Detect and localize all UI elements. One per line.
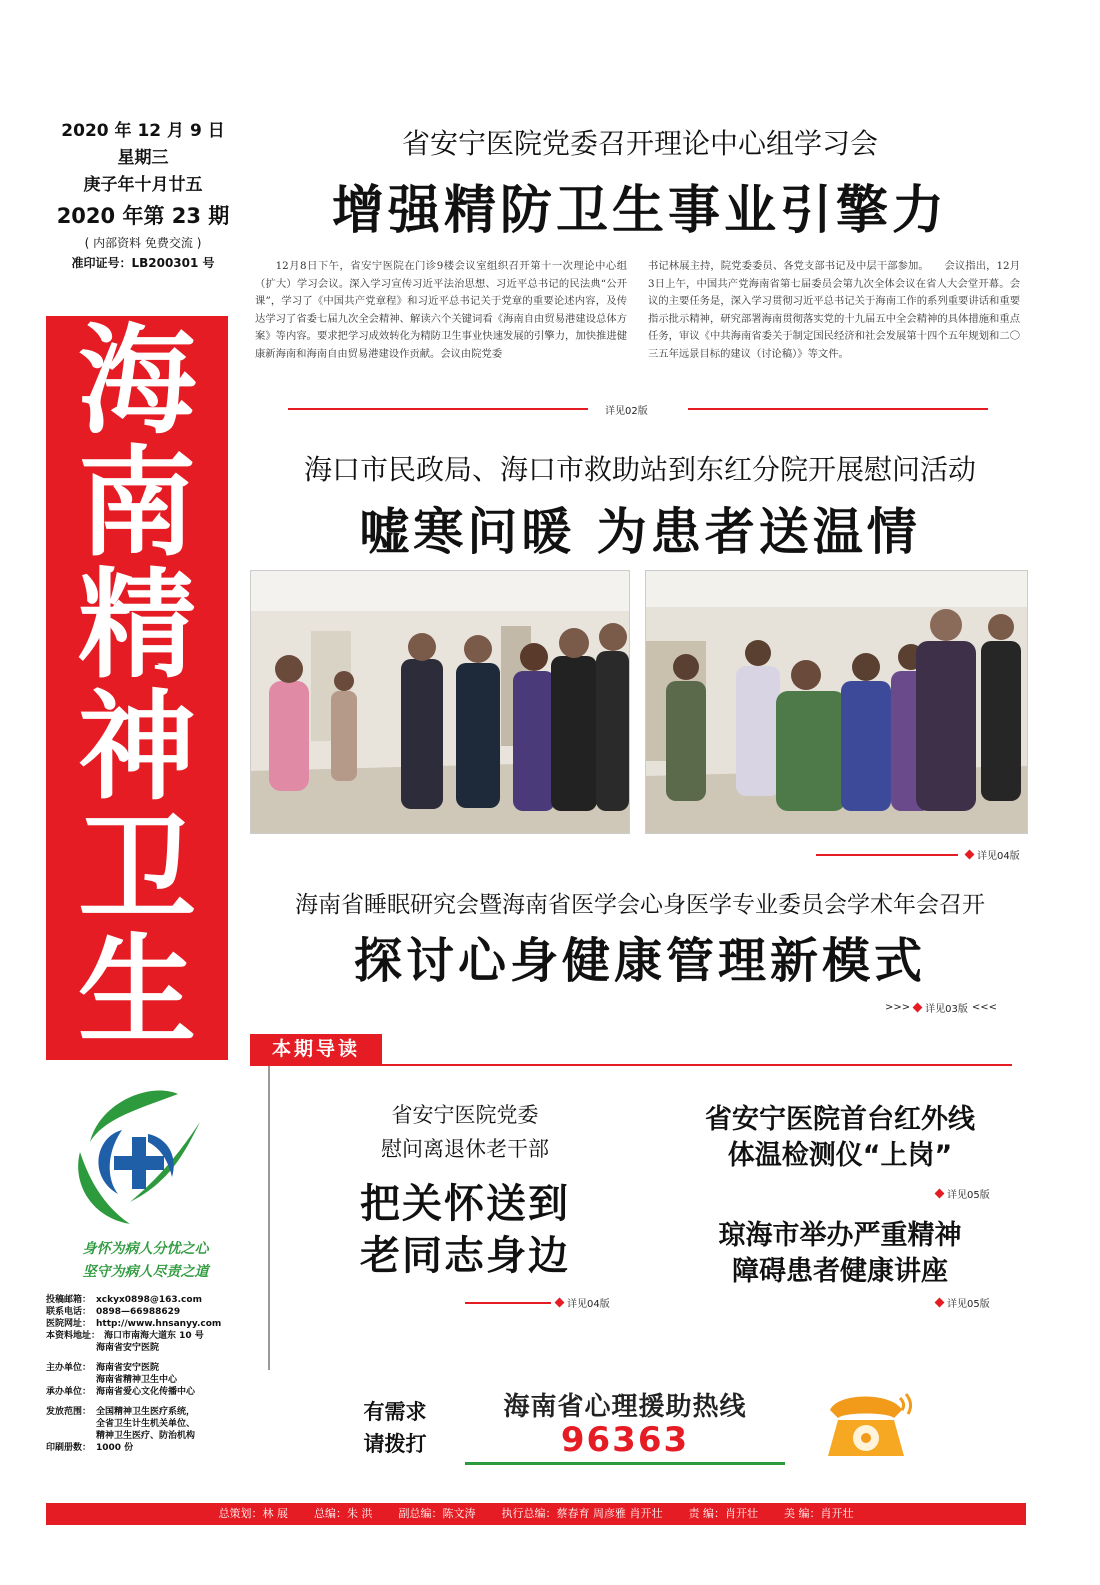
contact-row <box>46 1294 266 1306</box>
article3-kicker: 海南省睡眠研究会暨海南省医学会心身医学专业委员会学术年会召开 <box>295 892 985 918</box>
guide-item3-title-line: 琼海市举办严重精神 <box>718 1220 962 1251</box>
contact-row <box>46 1386 266 1398</box>
hotline-prompt-line: 请拨打 <box>363 1432 427 1456</box>
article1-see-link[interactable] <box>605 402 648 417</box>
guide-item1-kicker-line: 慰问离退休老干部 <box>381 1137 549 1161</box>
guide-item2-title[interactable] <box>660 1102 1020 1174</box>
permit-number: 准印证号：LB200301 号 <box>71 256 215 270</box>
contact-info <box>46 1294 266 1454</box>
contact-row <box>46 1330 266 1342</box>
issue-info <box>48 118 238 273</box>
contact-row <box>46 1342 266 1354</box>
contact-value: xckyx0898@163.com <box>96 1295 202 1305</box>
contact-value: 1000 份 <box>96 1443 134 1453</box>
page-ref-label: 详见05版 <box>947 1299 990 1310</box>
article2-see-link[interactable] <box>966 847 1020 862</box>
staff-credit: 执行总编：蔡春育 周彦雅 肖开壮 <box>501 1507 663 1520</box>
guide-item1-kicker <box>300 1098 630 1166</box>
contact-key: 发放范围： <box>46 1407 92 1417</box>
staff-credit: 副总编：陈文涛 <box>398 1507 476 1520</box>
contact-row <box>46 1442 266 1454</box>
contact-value: 0898—66988629 <box>96 1307 181 1317</box>
guide-item1-title-line: 把关怀送到 <box>360 1181 570 1227</box>
contact-row <box>46 1318 266 1330</box>
article1-headline: 增强精防卫生事业引擎力 <box>331 181 948 241</box>
motto-line: 身怀为病人分忧之心 <box>82 1241 209 1257</box>
masthead-char: 南 <box>77 433 196 572</box>
issue-note: ( 内部资料 免费交流 ) <box>84 236 202 250</box>
diamond-icon <box>935 1298 945 1308</box>
article1-rule <box>288 408 588 410</box>
issue-weekday: 星期三 <box>117 148 169 168</box>
article1-body-col2: 书记林展主持，院党委委员、各党支部书记及中层干部参加。 会议指出，12月3日上午，中国共产党海南省第七届委员会第九次全体会议在省人大会堂开幕。会议的主要任务是，深入学习贯彻习近平总书记关于海南工作的系列重要讲话和重要指示批示精神，研究部署海南贯彻落实党的十九届五中全会精神的具体措施和重点任务，审议《中共海南省委关于制定国民经济和社会发展第十四个五年规划和二〇三五年远景目标的建议（讨论稿）》等文件。 <box>648 260 1020 360</box>
diamond-icon <box>965 850 975 860</box>
guide-item3-title-line: 障碍患者健康讲座 <box>732 1256 948 1287</box>
contact-row <box>46 1406 266 1418</box>
guide-item1-title-line: 老同志身边 <box>360 1233 570 1279</box>
hotline-prompt-line: 有需求 <box>363 1400 427 1424</box>
guide-item2-title-line: 省安宁医院首台红外线 <box>705 1104 975 1135</box>
arrow-right-label: >>> <box>885 1002 911 1013</box>
diamond-icon <box>935 1189 945 1199</box>
hospital-motto <box>58 1238 233 1284</box>
staff-credit: 总策划：林 展 <box>218 1507 288 1520</box>
contact-value: 海南省精神卫生中心 <box>96 1375 178 1385</box>
guide-item3-see-link[interactable] <box>936 1295 990 1310</box>
article3-see-link[interactable] <box>885 1000 997 1015</box>
page-ref-label: 详见04版 <box>567 1299 610 1310</box>
contact-value: 全国精神卫生医疗系统， <box>96 1407 196 1417</box>
contact-key: 印刷册数： <box>46 1443 92 1453</box>
article1-kicker: 省安宁医院党委召开理论中心组学习会 <box>401 127 878 160</box>
page-ref-label: 详见05版 <box>947 1190 990 1201</box>
guide-item3-title[interactable] <box>660 1218 1020 1290</box>
issue-date: 2020 年 12 月 9 日 <box>61 121 225 141</box>
guide-item1-see-link[interactable] <box>556 1295 610 1310</box>
masthead-char: 神 <box>77 677 196 816</box>
contact-key <box>46 1418 96 1430</box>
contact-value: 全省卫生计生机关单位、 <box>96 1419 196 1429</box>
hotline-title: 海南省心理援助热线 <box>503 1392 747 1422</box>
contact-key: 联系电话： <box>46 1307 92 1317</box>
page-ref-label: 详见02版 <box>605 406 648 417</box>
contact-value: 海南省安宁医院 <box>96 1363 160 1373</box>
telephone-icon <box>818 1384 916 1464</box>
staff-credit: 责 编：肖开壮 <box>688 1507 758 1520</box>
issue-lunar-date: 庚子年十月廿五 <box>83 175 203 195</box>
contact-value: http://www.hnsanyy.com <box>96 1319 222 1329</box>
motto-line: 坚守为病人尽责之道 <box>82 1264 209 1280</box>
masthead-char: 生 <box>77 921 196 1060</box>
contact-key: 主办单位： <box>46 1363 92 1373</box>
guide-item1-title[interactable] <box>300 1178 630 1282</box>
arrow-left-label: <<< <box>971 1002 998 1013</box>
masthead-title <box>46 311 228 1060</box>
article2-kicker: 海口市民政局、海口市救助站到东红分院开展慰问活动 <box>303 453 976 486</box>
contact-key <box>46 1374 96 1386</box>
contact-key <box>46 1430 96 1442</box>
contact-key: 投稿邮箱： <box>46 1295 92 1305</box>
guide-item1-rule <box>465 1302 551 1304</box>
masthead-char: 海 <box>77 311 196 450</box>
photo-visit-corridor <box>250 570 630 834</box>
issue-number: 2020 年第 23 期 <box>56 204 230 228</box>
hotline-rule <box>465 1462 785 1465</box>
contact-row <box>46 1430 266 1442</box>
staff-credit: 总编：朱 洪 <box>314 1507 373 1520</box>
article3-headline: 探讨心身健康管理新模式 <box>353 933 926 989</box>
contact-row <box>46 1306 266 1318</box>
contact-row <box>46 1418 266 1430</box>
article2-rule <box>816 854 958 856</box>
masthead-char: 卫 <box>77 799 196 938</box>
guide-divider <box>268 1060 270 1370</box>
staff-credits-bar <box>46 1503 1026 1525</box>
contact-key: 医院网址： <box>46 1319 92 1329</box>
photo-visit-patients <box>645 570 1028 834</box>
contact-key: 承办单位： <box>46 1387 92 1397</box>
page-ref-label: 详见03版 <box>925 1004 968 1015</box>
diamond-icon <box>555 1298 565 1308</box>
contact-key <box>46 1342 96 1354</box>
guide-item1-kicker-line: 省安宁医院党委 <box>391 1103 539 1127</box>
guide-rule <box>250 1064 1012 1066</box>
diamond-icon <box>913 1003 923 1013</box>
masthead-char: 精 <box>77 555 196 694</box>
contact-key: 本资料地址： <box>46 1331 101 1341</box>
guide-item2-title-line: 体温检测仪“上岗” <box>727 1140 953 1171</box>
hotline-prompt <box>345 1396 445 1460</box>
contact-value: 精神卫生医疗、防治机构 <box>96 1431 196 1441</box>
page-ref-label: 详见04版 <box>977 851 1020 862</box>
hospital-cross-logo-icon <box>60 1082 210 1232</box>
contact-value: 海南省安宁医院 <box>96 1343 160 1353</box>
contact-value: 海口市南海大道东 10 号 <box>104 1331 204 1341</box>
article2-headline: 嘘寒问暖 为患者送温情 <box>359 503 921 561</box>
contact-row <box>46 1374 266 1386</box>
guide-tag: 本期导读 <box>250 1034 382 1064</box>
staff-credit: 美 编：肖开壮 <box>784 1507 854 1520</box>
article1-body-col1: 12月8日下午，省安宁医院在门诊9楼会议室组织召开第十一次理论中心组（扩大）学习会议。深入学习宣传习近平法治思想、习近平总书记的民法典“公开课”，学习了《中国共产党章程》和习近平总书记关于党章的重要论述内容，及传达学习了省委七届九次全会精神、解读六个关键词看《海南自由贸易港建设总体方案》等内容。要求把学习成效转化为精防卫生事业快速发展的引擎力，加快推进健康新海南和海南自由贸易港建设作贡献。会议由院党委 <box>255 260 627 360</box>
contact-row <box>46 1362 266 1374</box>
hotline-number[interactable]: 96363 <box>560 1420 690 1460</box>
contact-value: 海南省爱心文化传播中心 <box>96 1387 196 1397</box>
guide-item2-see-link[interactable] <box>936 1186 990 1201</box>
article1-rule <box>688 408 988 410</box>
